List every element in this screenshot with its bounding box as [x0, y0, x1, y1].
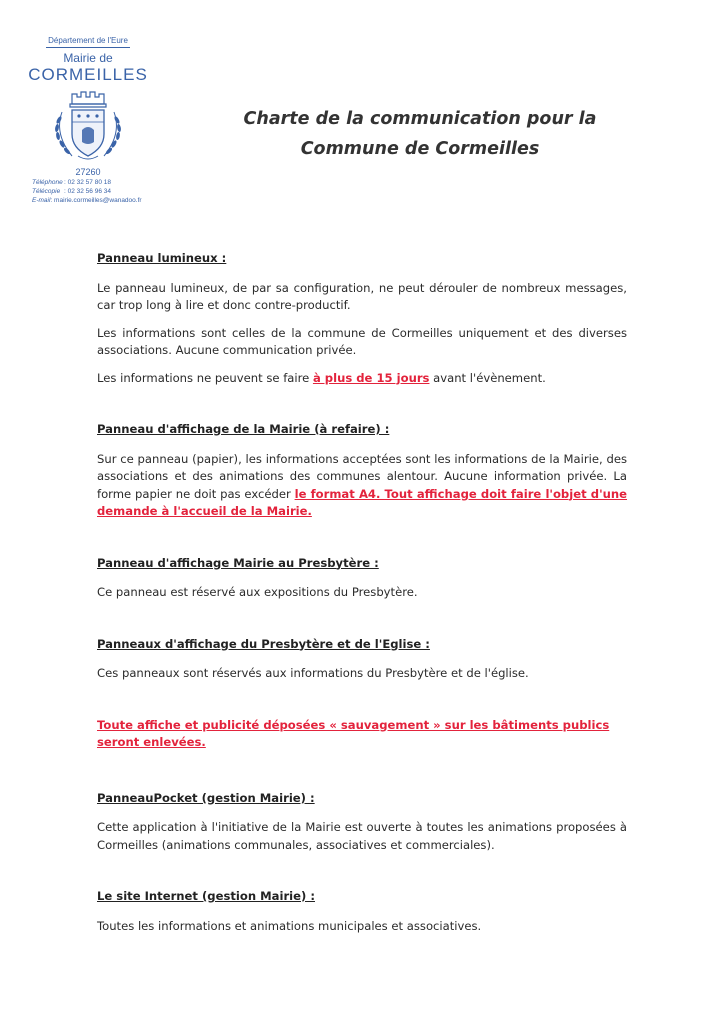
document-title — [230, 104, 610, 164]
department-label: Département de l'Eure — [46, 36, 130, 48]
paragraph: Ces panneaux sont réservés aux informations du Presbytère et de l'église. — [97, 666, 529, 680]
highlighted-text: le format A4. Tout affichage doit faire l'objet d'une demande à l'accueil de la Mairie. — [97, 486, 628, 518]
phone-number: : 02 32 57 80 18 — [64, 179, 111, 186]
text-run: Sur ce panneau (papier), les informations acceptées sont les informations de la Mairie, des associations et des animations des communes alentour. Aucune information privée. La forme papier ne doit pas excéder — [97, 451, 627, 501]
paragraph: Ce panneau est réservé aux expositions du Presbytère. — [97, 585, 418, 599]
warning-text: Toute affiche et publicité déposées « sauvagement » sur les bâtiments publics seront enlevées. — [97, 717, 610, 749]
section-site-internet — [97, 888, 627, 935]
highlighted-text: à plus de 15 jours — [312, 370, 430, 385]
section-heading: PanneauPocket (gestion Mairie) : — [97, 790, 315, 805]
email-address: : mairie.cormeilles@wanadoo.fr — [50, 197, 142, 204]
paragraph: Cette application à l'initiative de la Mairie est ouverte à toutes les animations proposées à Cormeilles (animations communales, associatives et commerciales). — [97, 820, 627, 852]
section-heading: Le site Internet (gestion Mairie) : — [97, 889, 315, 903]
section-panneau-mairie — [97, 421, 627, 521]
letterhead — [18, 30, 158, 205]
town-name: CORMEILLES — [28, 65, 148, 84]
paragraph — [97, 451, 627, 521]
section-heading: Panneau lumineux : — [97, 251, 227, 265]
fax-number: : 02 32 56 96 34 — [64, 188, 111, 195]
paragraph: Toutes les informations et animations municipales et associatives. — [97, 918, 482, 933]
warning-notice — [97, 717, 627, 752]
phone-label: Téléphone — [32, 179, 63, 186]
section-panneau-lumineux — [97, 250, 627, 387]
phone-line — [18, 178, 158, 187]
mairie-label: Mairie de — [63, 51, 113, 65]
text-run: Les informations ne peuvent se faire — [97, 370, 313, 385]
section-heading: Panneau d'affichage de la Mairie (à refaire) : — [97, 422, 390, 436]
section-heading: Panneau d'affichage Mairie au Presbytère : — [97, 555, 379, 570]
coat-of-arms-icon — [48, 86, 128, 164]
title-line-1: Charte de la communication pour la — [243, 109, 597, 129]
email-line — [18, 196, 158, 205]
document-body — [97, 250, 627, 945]
section-presbytere-eglise — [97, 636, 627, 683]
section-panneaupocket — [97, 790, 627, 855]
paragraph: Les informations sont celles de la commune de Cormeilles uniquement et des diverses associations. Aucune communication privée. — [97, 325, 627, 357]
fax-line — [18, 187, 158, 196]
section-heading: Panneaux d'affichage du Presbytère et de l'Eglise : — [97, 636, 430, 651]
postal-code: 27260 — [75, 167, 101, 177]
paragraph — [97, 370, 627, 388]
fax-label: Télécopie — [32, 188, 61, 195]
email-label: E-mail — [32, 197, 51, 204]
section-mairie-presbytere — [97, 555, 627, 602]
text-run: avant l'évènement. — [429, 370, 546, 385]
paragraph: Le panneau lumineux, de par sa configuration, ne peut dérouler de nombreux messages, car trop long à lire et donc contre-productif. — [97, 280, 627, 312]
title-line-2: Commune de Cormeilles — [300, 139, 540, 159]
